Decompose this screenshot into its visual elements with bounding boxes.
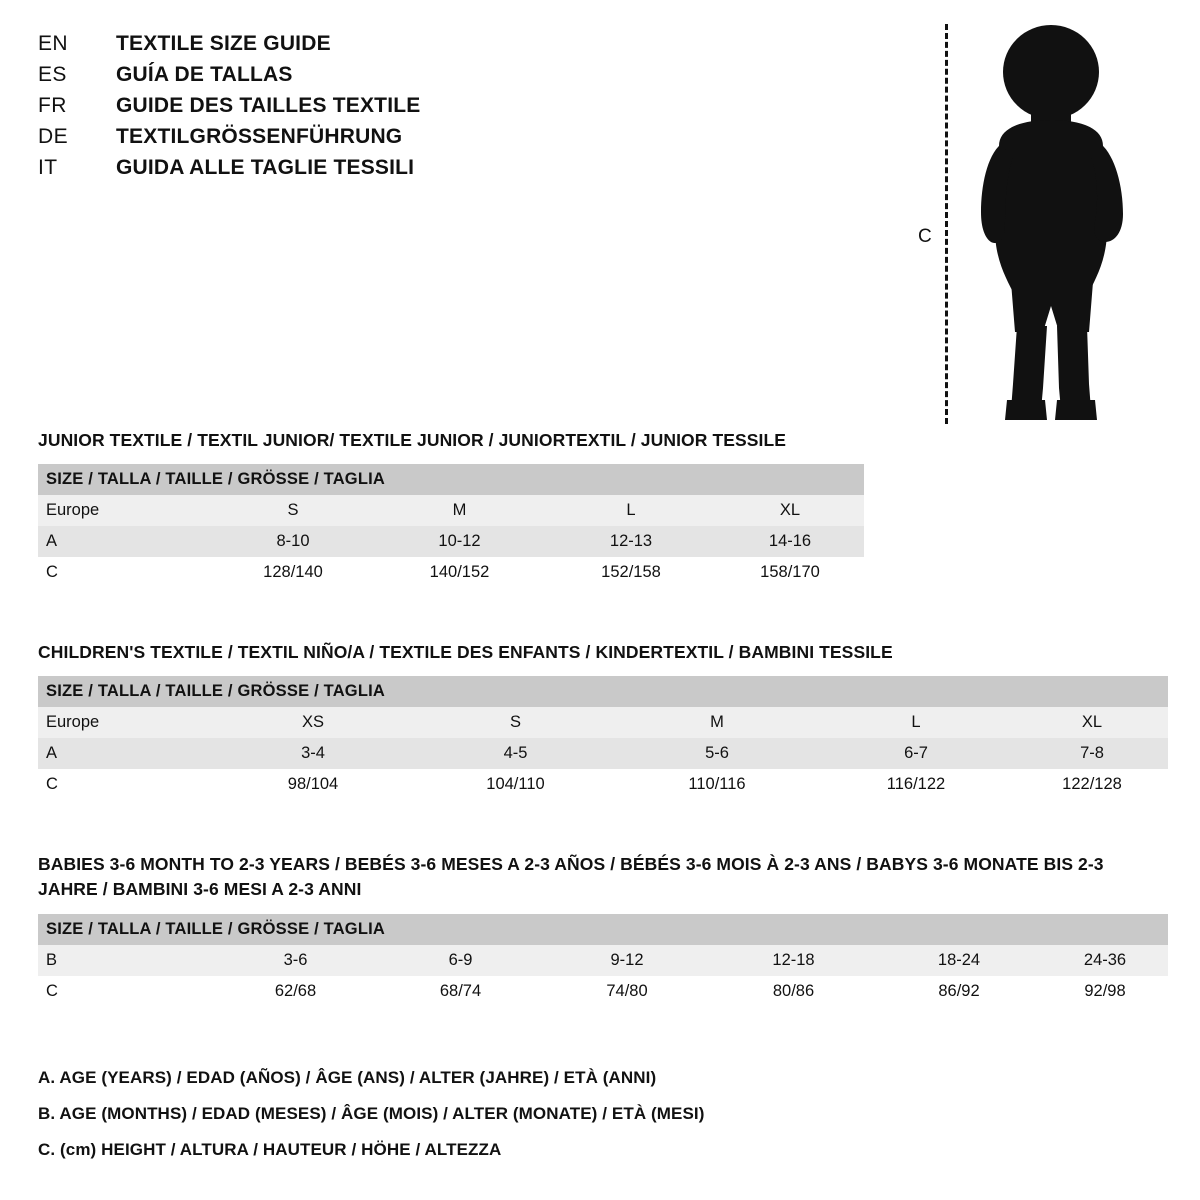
- cell-value: 86/92: [938, 981, 980, 1000]
- table-row: [38, 945, 1168, 976]
- table-band-row: [38, 914, 1168, 945]
- language-code-it: IT: [38, 156, 58, 179]
- size-table-children: [38, 676, 1168, 800]
- table-row: [38, 495, 864, 526]
- language-code-es: ES: [38, 63, 67, 86]
- title-row-de: [38, 125, 598, 149]
- title-row-fr: [38, 94, 598, 118]
- cell-value: XL: [1081, 713, 1103, 732]
- cell-value: S: [509, 713, 521, 732]
- row-label: Europe: [46, 713, 100, 732]
- title-text-es: GUÍA DE TALLAS: [116, 63, 293, 86]
- cell-value: 6-9: [448, 950, 473, 969]
- language-code-de: DE: [38, 125, 68, 148]
- cell-value: 5-6: [705, 744, 729, 763]
- title-text-de: TEXTILGRÖSSENFÜHRUNG: [116, 125, 403, 148]
- title-text-it: GUIDA ALLE TAGLIE TESSILI: [116, 156, 415, 179]
- footnote-a: A. AGE (YEARS) / EDAD (AÑOS) / ÂGE (ANS) / ALTER (JAHRE) / ETÀ (ANNI): [38, 1068, 657, 1087]
- language-code-fr: FR: [38, 94, 67, 117]
- section-title-children: CHILDREN'S TEXTILE / TEXTIL NIÑO/A / TEXTILE DES ENFANTS / KINDERTEXTIL / BAMBINI TESSILE: [38, 642, 893, 662]
- row-label: Europe: [46, 501, 100, 520]
- cell-value: 14-16: [768, 532, 812, 551]
- section-junior-textile: [38, 428, 1168, 588]
- cell-value: 68/74: [439, 981, 482, 1000]
- cell-value: M: [452, 501, 467, 520]
- row-label: B: [46, 950, 58, 969]
- cell-value: 128/140: [263, 563, 323, 582]
- cell-value: 7-8: [1080, 744, 1104, 763]
- cell-value: 6-7: [904, 744, 928, 763]
- child-silhouette-icon: [955, 20, 1145, 435]
- cell-value: 80/86: [772, 981, 815, 1000]
- table-row: [38, 707, 1168, 738]
- row-label: C: [46, 563, 58, 582]
- table-row: [38, 976, 1168, 1007]
- section-title-junior: JUNIOR TEXTILE / TEXTIL JUNIOR/ TEXTILE JUNIOR / JUNIORTEXTIL / JUNIOR TESSILE: [38, 430, 787, 450]
- table-row: [38, 557, 864, 588]
- cell-value: S: [287, 501, 299, 520]
- row-label: C: [46, 981, 58, 1000]
- section-babies-textile: [38, 852, 1168, 1007]
- cell-value: 158/170: [760, 563, 820, 582]
- table-row: [38, 769, 1168, 800]
- table-band-row: [38, 676, 1168, 707]
- row-label: A: [46, 744, 58, 763]
- footnote-c: C. (cm) HEIGHT / ALTURA / HAUTEUR / HÖHE / ALTEZZA: [38, 1140, 502, 1159]
- size-band-label-junior: SIZE / TALLA / TAILLE / GRÖSSE / TAGLIA: [38, 464, 864, 495]
- cell-value: 140/152: [429, 563, 490, 582]
- title-row-es: [38, 63, 598, 87]
- cell-value: 18-24: [937, 950, 981, 969]
- size-table-junior: [38, 464, 864, 588]
- table-row: [38, 526, 864, 557]
- cell-value: 4-5: [503, 744, 528, 763]
- row-label: C: [46, 775, 58, 794]
- table-band-row: [38, 464, 864, 495]
- title-row-it: [38, 156, 598, 180]
- cell-value: 3-4: [301, 744, 325, 763]
- cell-value: 9-12: [610, 950, 644, 969]
- cell-value: L: [626, 501, 636, 520]
- cell-value: XS: [301, 713, 324, 732]
- footnote-b: B. AGE (MONTHS) / EDAD (MESES) / ÂGE (MOIS) / ALTER (MONATE) / ETÀ (MESI): [38, 1104, 705, 1123]
- measure-dashed-line: [945, 24, 948, 424]
- cell-value: M: [710, 713, 724, 732]
- title-text-fr: GUIDE DES TAILLES TEXTILE: [116, 94, 421, 117]
- cell-value: 104/110: [486, 775, 545, 794]
- cell-value: 74/80: [606, 981, 648, 1000]
- size-band-label-babies: SIZE / TALLA / TAILLE / GRÖSSE / TAGLIA: [38, 914, 1168, 945]
- cell-value: 8-10: [276, 532, 310, 551]
- title-row-en: [38, 32, 598, 56]
- cell-value: 152/158: [601, 563, 661, 582]
- language-code-en: EN: [38, 32, 68, 55]
- cell-value: 3-6: [283, 950, 308, 969]
- section-childrens-textile: [38, 640, 1168, 800]
- row-label: A: [46, 532, 58, 551]
- height-measure-figure: [900, 10, 1160, 430]
- cell-value: 92/98: [1084, 981, 1126, 1000]
- cell-value: 12-13: [609, 532, 653, 551]
- table-row: [38, 738, 1168, 769]
- cell-value: 110/116: [688, 775, 746, 794]
- cell-value: 62/68: [274, 981, 317, 1000]
- cell-value: 12-18: [772, 950, 815, 969]
- footnote-legend: [38, 1068, 1038, 1176]
- section-title-babies: BABIES 3-6 MONTH TO 2-3 YEARS / BEBÉS 3-6 MESES A 2-3 AÑOS / BÉBÉS 3-6 MOIS À 2-3 ANS / BABYS 3-6 MONATE BIS 2-3 JAHRE / BAMBINI 3-6 MESI A 2-3 ANNI: [38, 854, 1104, 900]
- language-title-block: [38, 32, 598, 187]
- size-band-label-children: SIZE / TALLA / TAILLE / GRÖSSE / TAGLIA: [38, 676, 1168, 707]
- cell-value: 98/104: [287, 775, 339, 794]
- size-table-babies: [38, 914, 1168, 1007]
- cell-value: 24-36: [1083, 950, 1127, 969]
- cell-value: 122/128: [1062, 775, 1122, 794]
- cell-value: L: [911, 713, 921, 732]
- cell-value: XL: [779, 501, 801, 520]
- cell-value: 116/122: [886, 775, 946, 794]
- measure-label-c: C: [918, 226, 932, 247]
- cell-value: 10-12: [438, 532, 481, 551]
- title-text-en: TEXTILE SIZE GUIDE: [116, 32, 331, 55]
